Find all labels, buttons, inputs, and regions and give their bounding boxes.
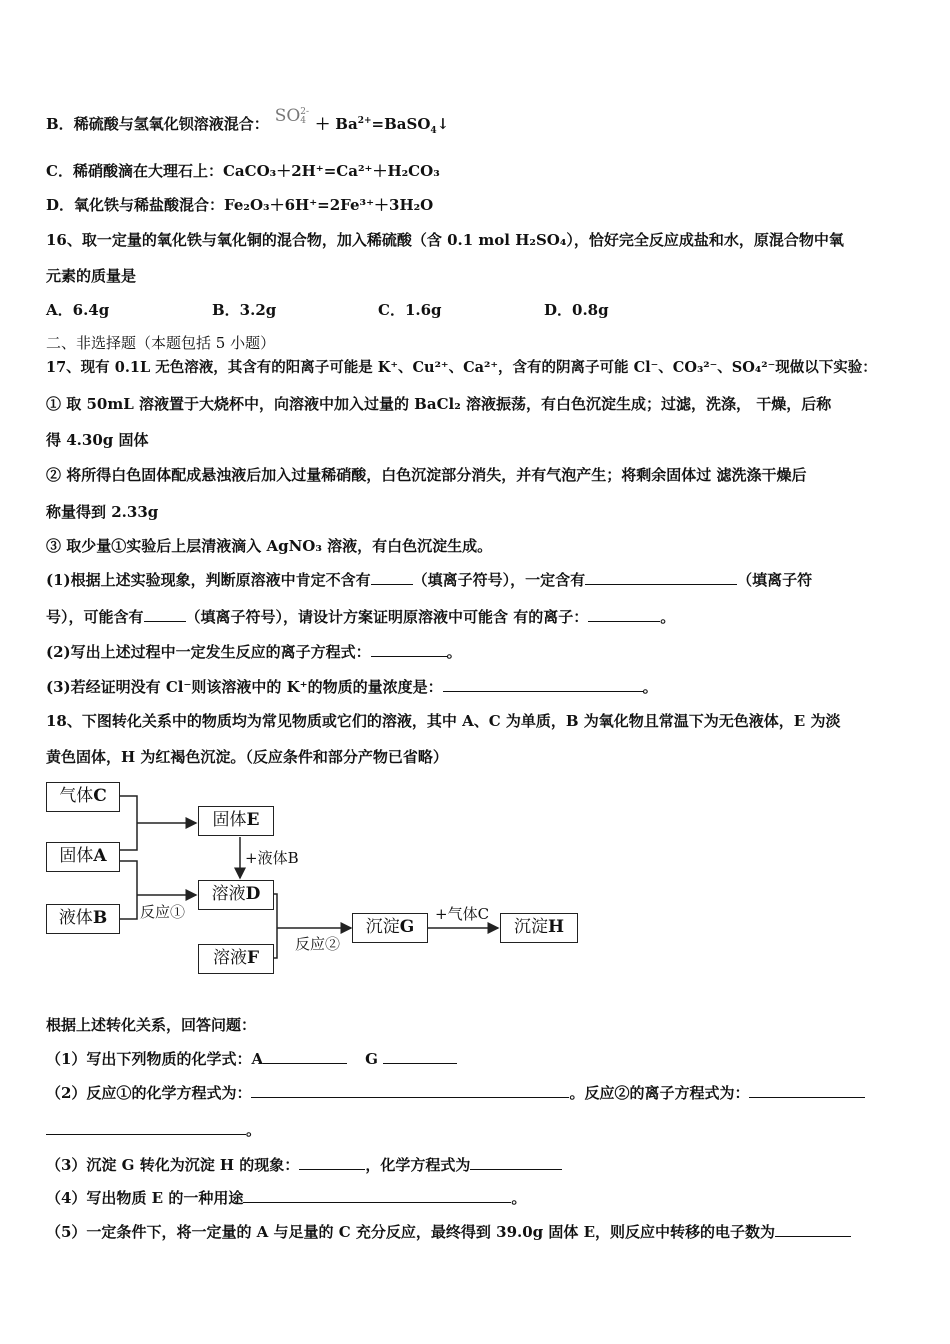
option-equation: Fe₂O₃＋6H⁺=2Fe³⁺＋3H₂O — [224, 196, 434, 214]
box-liquid-b: 液体B — [46, 904, 120, 934]
label-plus-gas-c: +气体C — [435, 905, 490, 923]
precipitate-arrow-icon: ↓ — [436, 115, 450, 133]
answer-blank[interactable] — [243, 1188, 511, 1203]
box-solid-e: 固体E — [198, 806, 274, 836]
box-gas-c: 气体C — [46, 782, 120, 812]
q17-stem: 17、现有 0.1L 无色溶液，其含有的阳离子可能是 K⁺、Cu²⁺、Ca²⁺，含有的阴离子可能 Cl⁻、CO₃²⁻、SO₄²⁻现做以下实验： — [46, 359, 877, 376]
q17-sub1-line1: (1)根据上述实验现象，判断原溶液中肯定不含有 （填离子符号），一定含有 （填离子符 — [46, 571, 813, 589]
q17-step2-line1: ② 将所得白色固体配成悬浊液后加入过量稀硝酸，白色沉淀部分消失，并有气泡产生；将剩余固体过 滤洗涤干燥后 — [46, 466, 807, 484]
q15-option-d — [46, 195, 433, 215]
q18-sub3: （3）沉淀 G 转化为沉淀 H 的现象： ，化学方程式为 — [46, 1155, 562, 1175]
q17-sub3: (3)若经证明没有 Cl⁻则该溶液中的 K⁺的物质的量浓度是： 。 — [46, 678, 658, 696]
q18-sub4: （4）写出物质 E 的一种用途 。 — [46, 1189, 527, 1207]
option-text: 氧化铁与稀盐酸混合： — [74, 196, 225, 214]
q18-intro: 根据上述转化关系，回答问题： — [46, 1016, 257, 1034]
q17-step1-line2: 得 4.30g 固体 — [46, 431, 149, 449]
q18-stem-line2: 黄色固体，H 为红褐色沉淀。（反应条件和部分产物已省略） — [46, 748, 448, 766]
answer-blank[interactable] — [588, 607, 660, 622]
q17-step2-line2: 称量得到 2.33g — [46, 503, 159, 521]
answer-blank[interactable] — [144, 607, 186, 622]
option-text: 稀硝酸滴在大理石上： — [72, 162, 223, 180]
label-plus-liquid-b: +液体B — [245, 849, 299, 867]
q15-option-c — [46, 161, 440, 181]
section-heading: 二、非选择题（本题包括 5 小题） — [46, 334, 276, 352]
answer-blank[interactable] — [371, 642, 447, 657]
q18-stem-line1: 18、下图转化关系中的物质均为常见物质或它们的溶液，其中 A、C 为单质，B 为氧化物且常温下为无色液体，E 为淡 — [46, 712, 841, 730]
answer-blank[interactable] — [443, 677, 643, 692]
q17-sub2: (2)写出上述过程中一定发生反应的离子方程式： 。 — [46, 643, 462, 661]
q16-option-c[interactable]: C．1.6g — [378, 301, 442, 319]
answer-blank[interactable] — [299, 1155, 365, 1170]
box-solid-a: 固体A — [46, 842, 120, 872]
reaction-flow-diagram — [40, 775, 590, 985]
option-letter: D． — [46, 196, 75, 214]
answer-blank-g[interactable] — [383, 1049, 457, 1064]
q18-sub2-line2: 。 — [46, 1120, 261, 1140]
answer-blank[interactable] — [585, 570, 737, 585]
label-reaction-2: 反应② — [295, 935, 341, 953]
option-equation: CaCO₃＋2H⁺=Ca²⁺＋H₂CO₃ — [222, 162, 440, 180]
option-letter: B． — [46, 115, 74, 133]
sulfate-ion-image: SO 2- 4 — [274, 106, 310, 126]
answer-blank[interactable] — [371, 570, 413, 585]
label-reaction-1: 反应① — [140, 903, 186, 921]
q16-stem-line2: 元素的质量是 — [46, 267, 137, 285]
answer-blank[interactable] — [470, 1155, 562, 1170]
q15-option-b: B．稀硫酸与氢氧化钡溶液混合： SO 2- 4 ＋ $Ba^{2+}=BaSO_4↓$ — [46, 106, 450, 136]
q18-sub1: （1）写出下列物质的化学式：A G — [46, 1049, 457, 1069]
q16-stem-line1: 16、取一定量的氧化铁与氧化铜的混合物，加入稀硫酸（含 0.1 mol H₂SO₄），恰好完全反应成盐和水，原混合物中氧 — [46, 231, 844, 249]
q17-step3: ③ 取少量①实验后上层清液滴入 AgNO₃ 溶液，有白色沉淀生成。 — [46, 537, 493, 555]
q16-option-a[interactable]: A．6.4g — [46, 301, 110, 319]
answer-blank[interactable] — [749, 1083, 865, 1098]
box-precipitate-g: 沉淀G — [352, 913, 428, 943]
answer-blank[interactable] — [251, 1083, 569, 1098]
option-letter: C． — [46, 162, 73, 180]
q16-options — [46, 300, 609, 320]
box-solution-f: 溶液F — [198, 944, 274, 974]
answer-blank[interactable] — [775, 1222, 851, 1237]
q17-step1-line1: ① 取 50mL 溶液置于大烧杯中，向溶液中加入过量的 BaCl₂ 溶液振荡，有白色沉淀生成；过滤，洗涤， 干燥，后称 — [46, 395, 832, 413]
box-solution-d: 溶液D — [198, 880, 274, 910]
q16-option-b[interactable]: B．3.2g — [212, 301, 277, 319]
q16-option-d[interactable]: D．0.8g — [544, 301, 609, 319]
q18-sub2-line1: （2）反应①的化学方程式为： 。反应②的离子方程式为： — [46, 1083, 865, 1103]
q17-sub1-line2: 号），可能含有 （填离子符号），请设计方案证明原溶液中可能含 有的离子： 。 — [46, 608, 676, 626]
box-precipitate-h: 沉淀H — [500, 913, 578, 943]
answer-blank[interactable] — [46, 1120, 246, 1135]
option-text: 稀硫酸与氢氧化钡溶液混合： — [73, 115, 269, 133]
q18-sub5: （5）一定条件下，将一定量的 A 与足量的 C 充分反应，最终得到 39.0g 固体 E，则反应中转移的电子数为 — [46, 1222, 851, 1242]
answer-blank-a[interactable] — [263, 1049, 347, 1064]
